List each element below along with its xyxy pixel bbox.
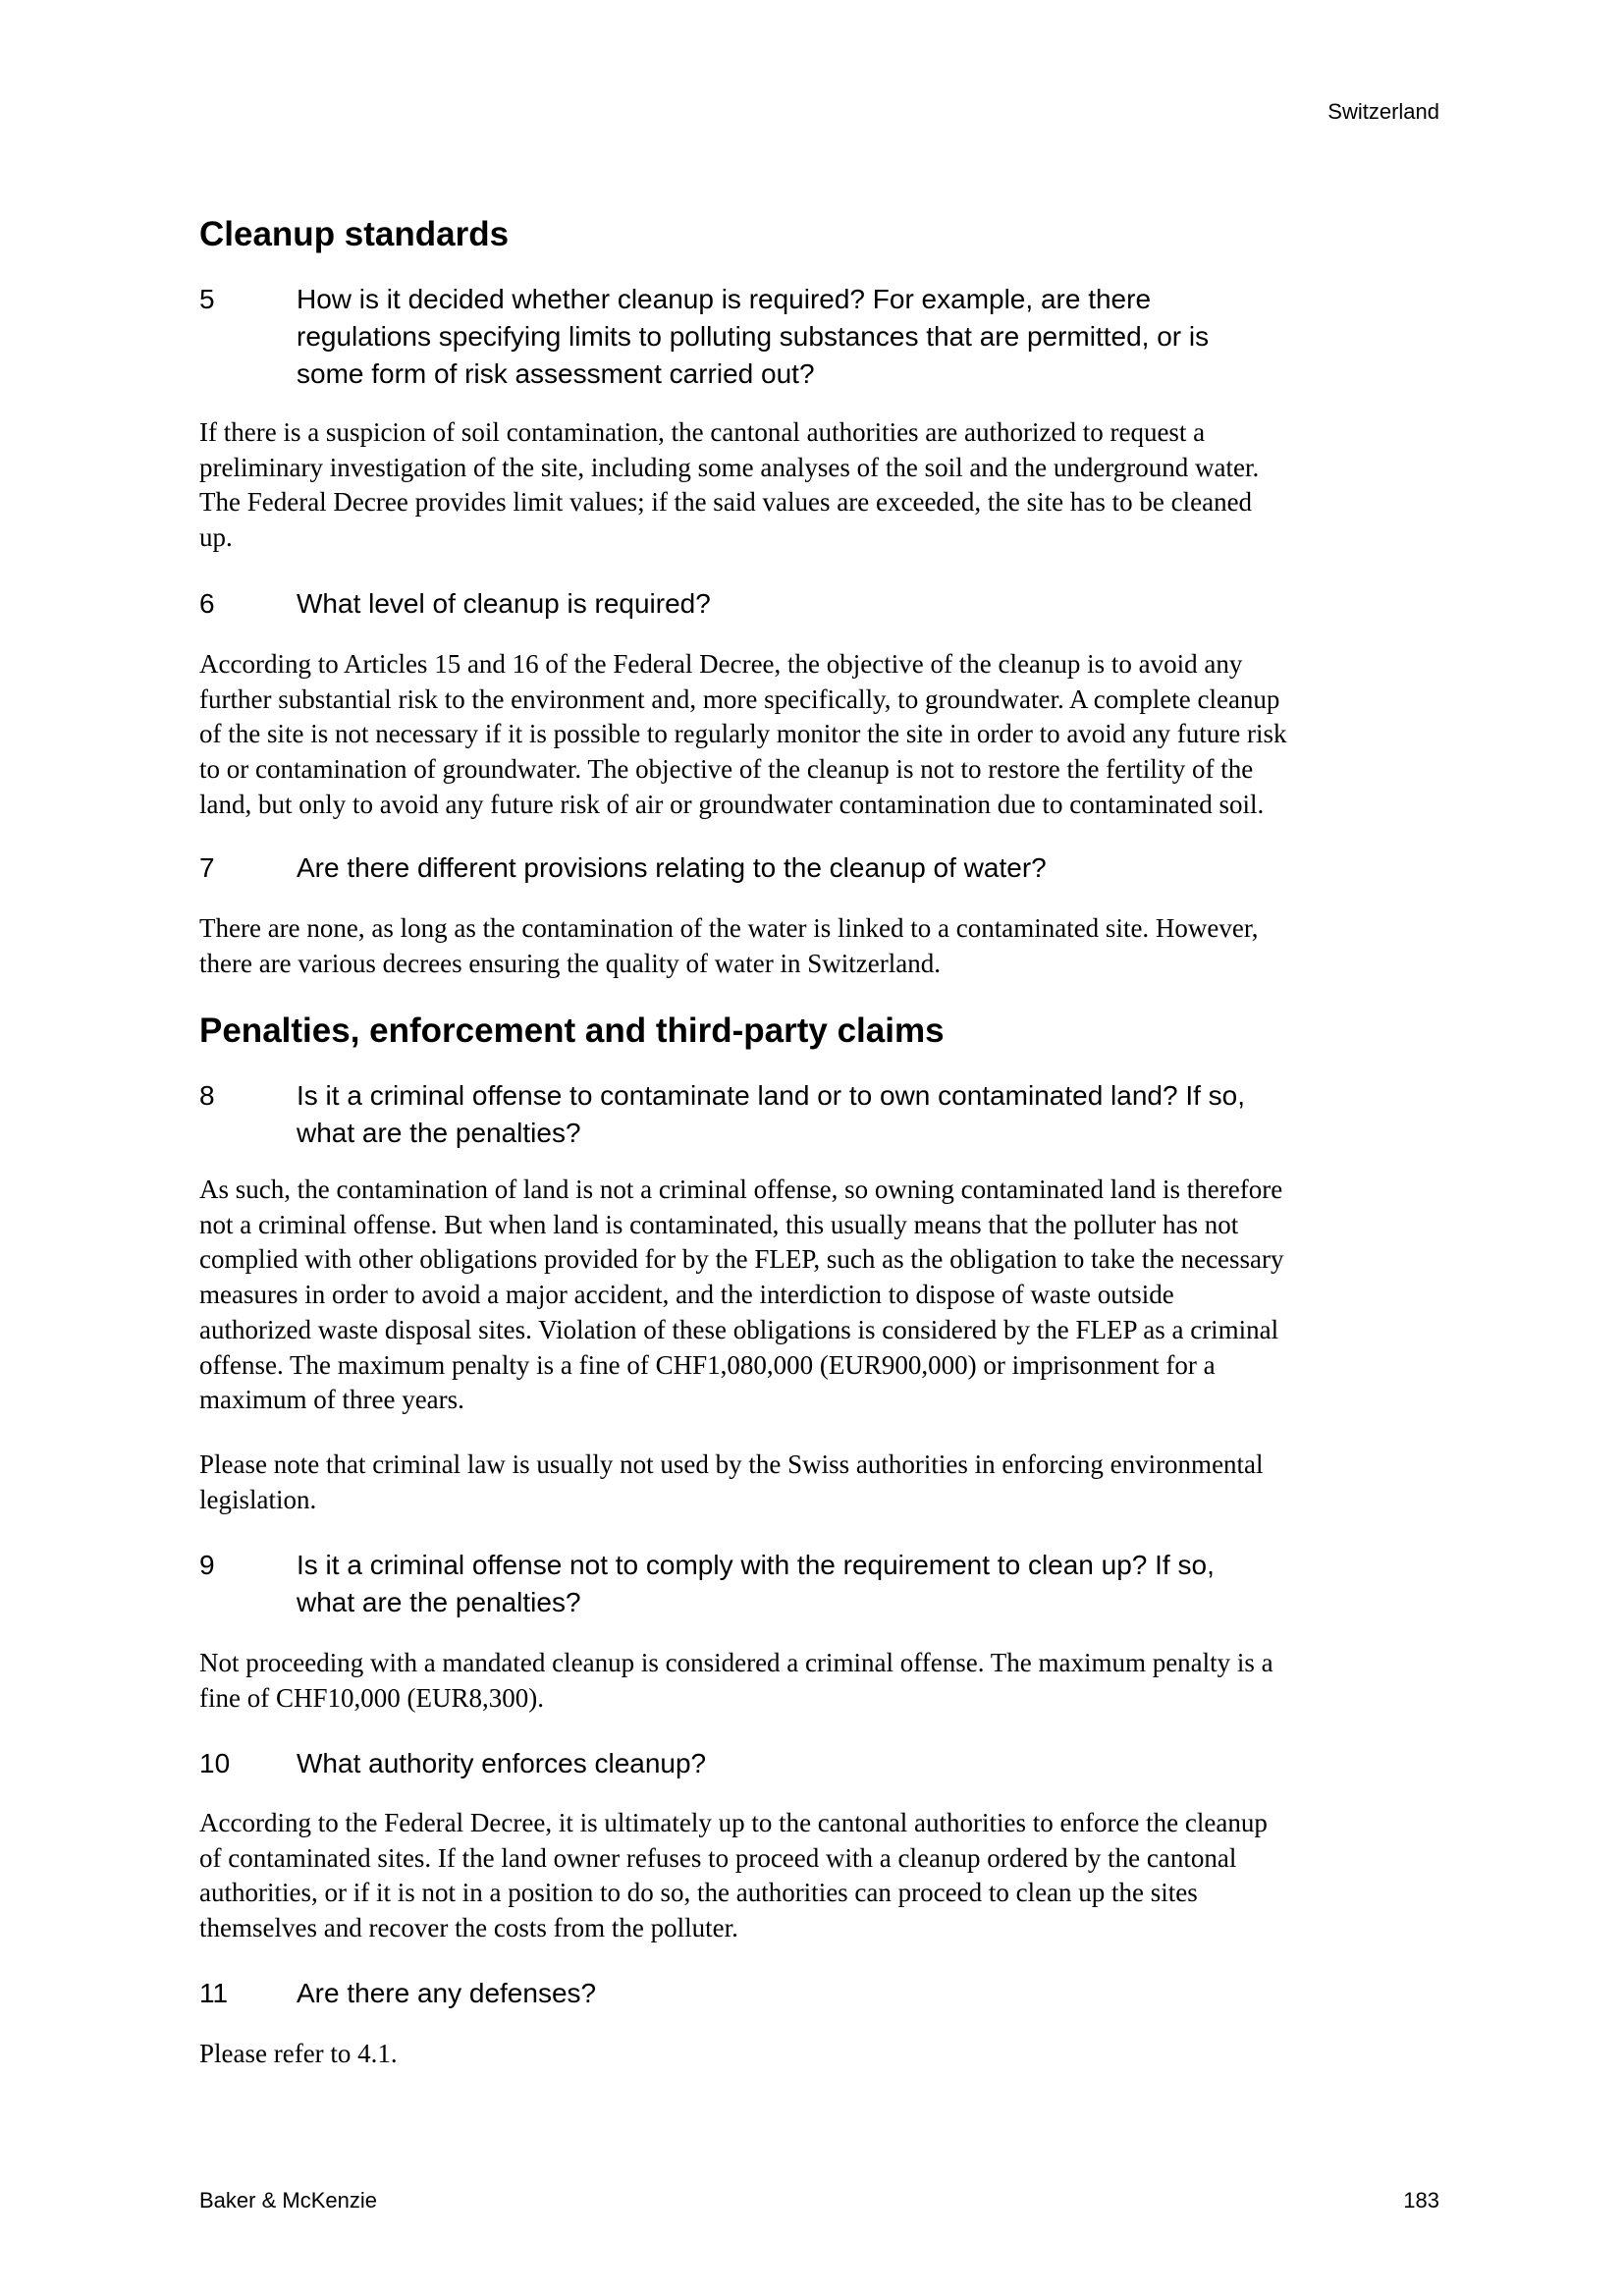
answer-paragraph xyxy=(199,415,1259,556)
paragraph-line: of contaminated sites. If the land owner refuses to proceed with a cleanup ordered by the cantonal xyxy=(199,1842,1237,1873)
paragraph-line: complied with other obligations provided for by the FLEP, such as the obligation to take the necessary xyxy=(199,1244,1284,1275)
question-number: 5 xyxy=(199,284,215,314)
paragraph-line: fine of CHF10,000 (EUR8,300). xyxy=(199,1682,544,1713)
paragraph-line: up. xyxy=(199,522,233,553)
paragraph-line: authorized waste disposal sites. Violation of these obligations is considered by the FLEP as a criminal xyxy=(199,1314,1279,1344)
question-line: what are the penalties? xyxy=(297,1118,581,1148)
question-text xyxy=(297,1975,596,2012)
question-number: 6 xyxy=(199,588,215,619)
question-text xyxy=(297,849,1047,887)
paragraph-line: to or contamination of groundwater. The objective of the cleanup is not to restore the fertility of the xyxy=(199,754,1254,785)
answer-paragraph xyxy=(199,2037,398,2072)
question-text xyxy=(297,1077,1245,1152)
paragraph-line: There are none, as long as the contamination of the water is linked to a contaminated site. However, xyxy=(199,913,1259,943)
question-line: what are the penalties? xyxy=(297,1587,581,1617)
question-line: Is it a criminal offense to contaminate land or to own contaminated land? If so, xyxy=(297,1080,1246,1111)
question-line: What authority enforces cleanup? xyxy=(297,1748,707,1778)
question-line: Are there any defenses? xyxy=(297,1978,597,2008)
footer-publisher: Baker & McKenzie xyxy=(199,2188,377,2213)
question-line: What level of cleanup is required? xyxy=(297,588,711,619)
paragraph-line: The Federal Decree provides limit values; if the said values are exceeded, the site has to be cleaned xyxy=(199,487,1253,518)
paragraph-line: Please refer to 4.1. xyxy=(199,2039,398,2068)
paragraph-line: not a criminal offense. But when land is contaminated, this usually means that the polluter has not xyxy=(199,1209,1239,1239)
question-line: regulations specifying limits to polluting substances that are permitted, or is xyxy=(297,321,1210,352)
question-line: Is it a criminal offense not to comply with the requirement to clean up? If so, xyxy=(297,1550,1215,1580)
section-heading: Cleanup standards xyxy=(199,215,510,253)
question-line: How is it decided whether cleanup is required? For example, are there xyxy=(297,284,1152,314)
question-text xyxy=(297,1745,706,1782)
running-header-country: Switzerland xyxy=(1327,99,1439,124)
paragraph-line: there are various decrees ensuring the quality of water in Switzerland. xyxy=(199,948,941,978)
paragraph-line: land, but only to avoid any future risk of air or groundwater contamination due to contaminated soil. xyxy=(199,789,1265,819)
paragraph-line: Not proceeding with a mandated cleanup is considered a criminal offense. The maximum penalty is a xyxy=(199,1648,1273,1677)
section-heading: Penalties, enforcement and third-party claims xyxy=(199,1011,945,1050)
question-number: 7 xyxy=(199,852,215,883)
paragraph-line: measures in order to avoid a major accident, and the interdiction to dispose of waste outside xyxy=(199,1280,1174,1310)
answer-paragraph xyxy=(199,1646,1273,1716)
answer-paragraph xyxy=(199,1448,1264,1517)
question-10 xyxy=(199,1745,706,1782)
paragraph-line: authorities, or if it is not in a position to do so, the authorities can proceed to clean up the sites xyxy=(199,1878,1198,1908)
answer-paragraph xyxy=(199,647,1287,823)
answer-paragraph xyxy=(199,1806,1268,1946)
paragraph-line: offense. The maximum penalty is a fine of CHF1,080,000 (EUR900,000) or imprisonment for a xyxy=(199,1349,1216,1380)
question-number: 10 xyxy=(199,1748,231,1778)
footer-page-number: 183 xyxy=(1403,2188,1439,2213)
paragraph-line: maximum of three years. xyxy=(199,1385,464,1415)
question-8 xyxy=(199,1077,1245,1152)
question-7 xyxy=(199,849,1047,887)
question-text xyxy=(297,281,1209,393)
paragraph-line: As such, the contamination of land is not a criminal offense, so owning contaminated land is therefore xyxy=(199,1175,1283,1204)
answer-paragraph xyxy=(199,911,1259,981)
paragraph-line: According to the Federal Decree, it is ultimately up to the cantonal authorities to enforce the cleanup xyxy=(199,1808,1268,1837)
question-text xyxy=(297,585,711,623)
question-number: 8 xyxy=(199,1080,215,1111)
question-11 xyxy=(199,1975,596,2012)
question-text xyxy=(297,1547,1215,1621)
answer-paragraph xyxy=(199,1173,1284,1418)
question-6 xyxy=(199,585,711,623)
question-line: some form of risk assessment carried out? xyxy=(297,358,815,389)
paragraph-line: themselves and recover the costs from the polluter. xyxy=(199,1913,738,1943)
paragraph-line: of the site is not necessary if it is possible to regularly monitor the site in order to avoid any future risk xyxy=(199,719,1287,749)
question-number: 9 xyxy=(199,1550,215,1580)
paragraph-line: preliminary investigation of the site, including some analyses of the soil and the underground water. xyxy=(199,452,1260,482)
question-line: Are there different provisions relating to the cleanup of water? xyxy=(297,852,1047,883)
paragraph-line: According to Articles 15 and 16 of the Federal Decree, the objective of the cleanup is to avoid any xyxy=(199,649,1243,679)
paragraph-line: further substantial risk to the environment and, more specifically, to groundwater. A complete cleanup xyxy=(199,683,1280,714)
question-9 xyxy=(199,1547,1215,1621)
question-number: 11 xyxy=(199,1978,229,2008)
paragraph-line: If there is a suspicion of soil contamination, the cantonal authorities are authorized to request a xyxy=(199,417,1206,447)
paragraph-line: Please note that criminal law is usually not used by the Swiss authorities in enforcing environmental xyxy=(199,1449,1264,1479)
paragraph-line: legislation. xyxy=(199,1484,317,1514)
question-5 xyxy=(199,281,1209,393)
